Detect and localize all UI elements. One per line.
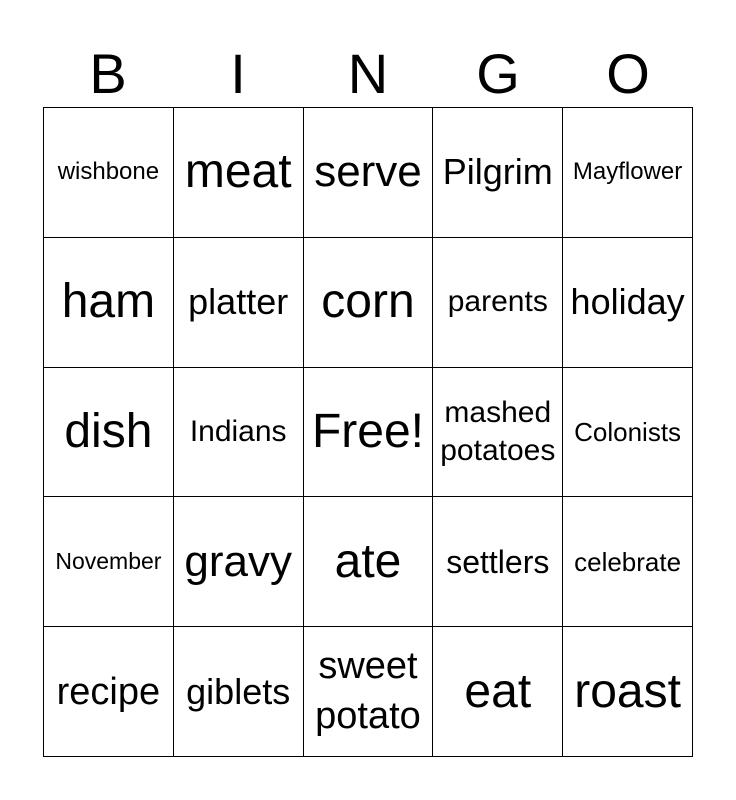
bingo-header: [43, 40, 693, 108]
bingo-cell[interactable]: [563, 108, 693, 238]
cell-text: meat: [184, 145, 292, 199]
cell-text: gravy: [184, 536, 292, 586]
cell-text: platter: [188, 281, 289, 323]
cell-text: wishbone: [57, 158, 160, 186]
bingo-cell[interactable]: [174, 627, 304, 757]
cell-text: November: [55, 548, 162, 575]
bingo-cell[interactable]: [44, 238, 174, 368]
cell-text: sweet potato: [315, 645, 421, 737]
cell-text: dish: [64, 404, 153, 458]
bingo-card-grid: [43, 107, 693, 757]
cell-text: Free!: [311, 404, 424, 458]
bingo-cell[interactable]: [44, 108, 174, 238]
cell-text: eat: [464, 664, 532, 718]
header-letter-b: B: [89, 42, 127, 105]
cell-text: ate: [334, 534, 402, 588]
cell-text: celebrate: [574, 546, 682, 577]
header-letter-o: O: [606, 42, 650, 105]
bingo-cell[interactable]: [174, 368, 304, 498]
bingo-cell[interactable]: [433, 108, 563, 238]
cell-text: ham: [61, 275, 156, 329]
cell-text: corn: [321, 275, 415, 329]
cell-text: giblets: [186, 670, 291, 712]
bingo-cell[interactable]: [563, 627, 693, 757]
bingo-cell[interactable]: [433, 238, 563, 368]
cell-text: recipe: [56, 670, 161, 713]
bingo-cell[interactable]: [433, 368, 563, 498]
cell-text: settlers: [446, 543, 550, 580]
bingo-cell[interactable]: [174, 108, 304, 238]
bingo-cell[interactable]: [44, 497, 174, 627]
bingo-cell[interactable]: [304, 108, 434, 238]
cell-text: mashed potatoes: [440, 396, 556, 467]
header-letter-n: N: [347, 42, 389, 105]
bingo-cell[interactable]: [304, 627, 434, 757]
bingo-cell[interactable]: [174, 497, 304, 627]
bingo-cell[interactable]: [304, 497, 434, 627]
bingo-cell[interactable]: [304, 238, 434, 368]
cell-text: Mayflower: [572, 158, 683, 186]
bingo-cell[interactable]: [174, 238, 304, 368]
bingo-cell[interactable]: [563, 238, 693, 368]
cell-text: Indians: [189, 414, 287, 448]
bingo-cell[interactable]: [44, 368, 174, 498]
bingo-cell[interactable]: [563, 497, 693, 627]
free-space-cell[interactable]: [304, 368, 434, 498]
cell-text: serve: [314, 147, 422, 197]
header-letter-i: I: [230, 42, 246, 105]
bingo-cell[interactable]: [433, 497, 563, 627]
bingo-cell[interactable]: [44, 627, 174, 757]
cell-text: parents: [447, 285, 548, 319]
header-letter-g: G: [476, 42, 520, 105]
bingo-cell[interactable]: [563, 368, 693, 498]
cell-text: Pilgrim: [442, 151, 553, 193]
cell-text: holiday: [570, 281, 685, 323]
bingo-cell[interactable]: [433, 627, 563, 757]
cell-text: roast: [574, 664, 681, 718]
cell-text: Colonists: [574, 416, 682, 447]
